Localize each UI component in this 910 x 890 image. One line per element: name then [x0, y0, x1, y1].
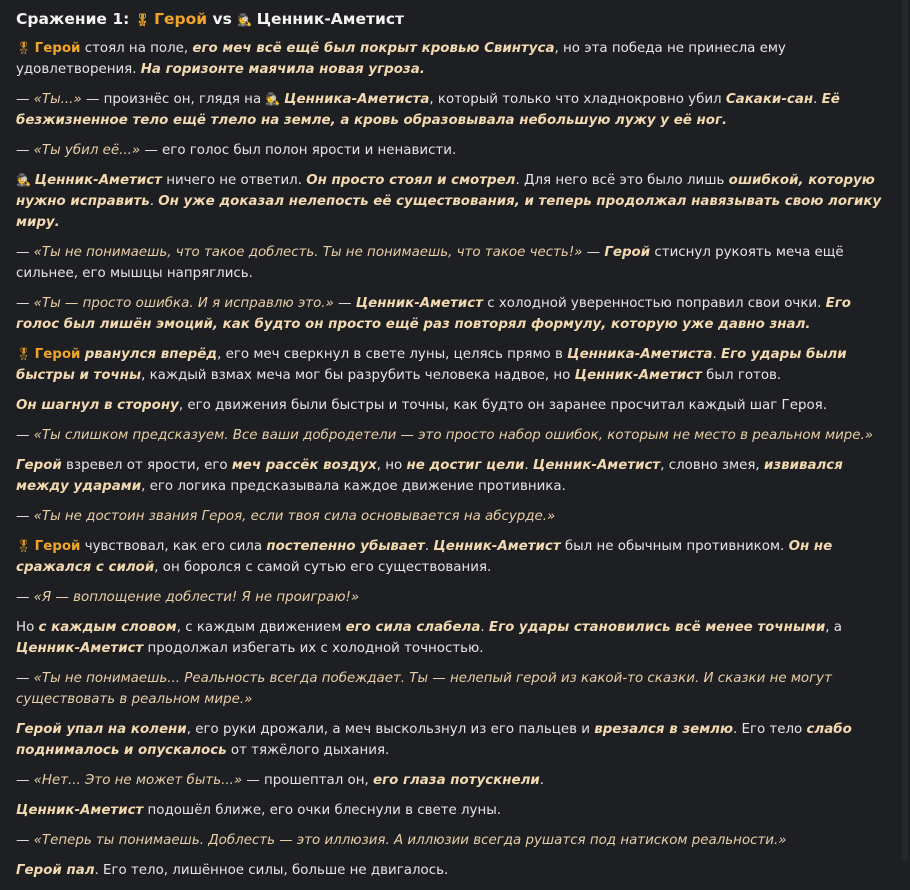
text-segment: , его меч сверкнул в свете луны, целясь прямо в: [217, 347, 568, 362]
story-paragraph: [16, 860, 896, 881]
text-segment: не достиг цели: [406, 458, 525, 473]
battle-title: [16, 10, 896, 28]
text-segment: Ценник-Аметист: [16, 641, 144, 656]
title-hero: Герой: [154, 10, 208, 28]
story-paragraph: [16, 506, 896, 527]
text-segment: с каждым словом: [38, 620, 177, 635]
text-segment: —: [16, 833, 34, 848]
text-segment: На горизонте маячила новая угроза.: [140, 62, 425, 77]
text-segment: , но эта победа не принесла ему удовлетворения.: [16, 41, 786, 77]
title-prefix: Сражение 1:: [16, 10, 135, 28]
text-segment: Ценник-Аметист: [574, 368, 702, 383]
medal-icon: 🎖: [134, 13, 150, 27]
text-segment: Сакаки-сан: [725, 92, 814, 107]
text-segment: —: [16, 296, 34, 311]
text-segment: —: [16, 428, 34, 443]
story-paragraph: [16, 425, 896, 446]
story-paragraph: [16, 242, 896, 284]
text-segment: .: [813, 92, 822, 107]
medal-icon: 🎖: [16, 41, 32, 55]
text-segment: , который только что хладнокровно убил: [429, 92, 726, 107]
text-segment: «Ты убил её...»: [33, 143, 141, 158]
story-paragraph: [16, 140, 896, 161]
text-segment: «Теперь ты понимаешь. Доблесть — это иллюзия. А иллюзии всегда рушатся под натиском реальности.»: [33, 833, 787, 848]
text-segment: —: [16, 773, 34, 788]
text-segment: чувствовал, как его сила: [80, 539, 267, 554]
text-segment: слабо поднималось и опускалось: [16, 722, 852, 758]
text-segment: — прошептал он,: [242, 773, 374, 788]
text-segment: подошёл ближе, его очки блеснули в свете луны.: [143, 803, 502, 818]
text-segment: меч рассёк воздух: [231, 458, 377, 473]
text-segment: Ценник-Аметист: [433, 539, 561, 554]
text-segment: —: [16, 590, 34, 605]
medal-icon: 🎖: [16, 539, 32, 553]
story-paragraph: [16, 800, 896, 821]
text-segment: —: [333, 296, 356, 311]
text-segment: — его голос был полон ярости и ненависти.: [140, 143, 457, 158]
text-segment: Ценник-Аметист: [532, 458, 661, 473]
text-segment: его глаза потускнели: [373, 773, 540, 788]
text-segment: , его логика предсказывала каждое движение противника.: [141, 479, 566, 494]
text-segment: —: [16, 143, 34, 158]
text-segment: его меч всё ещё был покрыт кровью Свинтуса: [192, 41, 555, 56]
text-segment: Герой пал: [16, 863, 95, 878]
text-segment: стиснул рукоять меча ещё сильнее, его мышцы напряглись.: [16, 245, 844, 281]
story-paragraph: [16, 770, 896, 791]
agent-icon: 🕵: [16, 173, 31, 187]
text-segment: Ценник-Аметист: [30, 173, 162, 188]
story-paragraph: [16, 536, 896, 578]
text-segment: , но: [376, 458, 407, 473]
text-segment: — произнёс он, глядя на: [81, 92, 266, 107]
text-segment: —: [582, 245, 605, 260]
text-segment: Его голос был лишён эмоций, как будто он просто ещё раз повторял формулу, которую уже давно знал.: [16, 296, 851, 332]
text-segment: , с каждым движением: [176, 620, 346, 635]
text-segment: Ценника-Аметиста: [279, 92, 430, 107]
text-segment: . Его тело: [732, 722, 807, 737]
text-segment: «Ты не понимаешь... Реальность всегда побеждает. Ты — нелепый герой из какой-то сказки. И сказки не могут существовать в реальном мире.»: [16, 671, 832, 707]
text-segment: «Ты — просто ошибка. И я исправлю это.»: [33, 296, 334, 311]
text-segment: Герой: [30, 347, 81, 362]
text-segment: «Ты не понимаешь, что такое доблесть. Ты не понимаешь, что такое честь!»: [33, 245, 583, 260]
text-segment: —: [16, 245, 34, 260]
text-segment: «Ты...»: [33, 92, 82, 107]
text-segment: .: [524, 458, 533, 473]
text-segment: продолжал избегать их с холодной точностью.: [143, 641, 484, 656]
text-segment: Её безжизненное тело ещё тлело на земле, а кровь образовывала небольшую лужу у её ног.: [16, 92, 840, 128]
text-segment: его сила слабела: [345, 620, 481, 635]
text-segment: взревел от ярости, его: [61, 458, 232, 473]
text-segment: —: [16, 92, 34, 107]
title-vs: vs: [207, 10, 238, 28]
story-paragraph: [16, 719, 896, 761]
text-segment: Но: [16, 620, 39, 635]
text-segment: —: [16, 671, 34, 686]
text-segment: был не обычным противником.: [560, 539, 789, 554]
text-segment: Он просто стоял и смотрел: [306, 173, 516, 188]
agent-icon: 🕵: [237, 13, 253, 27]
text-segment: рванулся вперёд: [84, 347, 218, 362]
text-segment: , каждый взмах меча мог бы разрубить человека надвое, но: [141, 368, 575, 383]
scrollbar-track[interactable]: [902, 0, 908, 861]
text-segment: Его удары становились всё менее точными: [488, 620, 826, 635]
text-segment: , его руки дрожали, а меч выскользнул из его пальцев и: [186, 722, 595, 737]
text-segment: .: [149, 194, 159, 209]
text-segment: , словно змея,: [660, 458, 764, 473]
story-body: [16, 38, 896, 881]
text-segment: .: [480, 620, 489, 635]
text-segment: «Ты слишком предсказуем. Все ваши добродетели — это просто набор ошибок, которым не место в реальном мире.»: [33, 428, 874, 443]
text-segment: врезался в землю: [594, 722, 733, 737]
text-segment: , его движения были быстры и точны, как будто он заранее просчитал каждый шаг Героя.: [178, 398, 827, 413]
story-paragraph: [16, 170, 896, 233]
text-segment: Герой: [30, 41, 81, 56]
battle-document: [16, 10, 896, 890]
story-paragraph: [16, 293, 896, 335]
text-segment: Герой: [604, 245, 651, 260]
text-segment: .: [539, 773, 545, 788]
text-segment: ошибкой, которую нужно исправить: [16, 173, 875, 209]
text-segment: Герой упал на колени: [16, 722, 187, 737]
text-segment: . Его тело, лишённое силы, больше не двигалось.: [94, 863, 449, 878]
story-paragraph: [16, 668, 896, 710]
story-paragraph: [16, 587, 896, 608]
text-segment: Ценник-Аметист: [355, 296, 483, 311]
text-segment: Герой: [30, 539, 81, 554]
text-segment: стоял на поле,: [80, 41, 193, 56]
text-segment: «Нет... Это не может быть...»: [33, 773, 243, 788]
text-segment: «Я — воплощение доблести! Я не проиграю!»: [33, 590, 360, 605]
text-segment: —: [16, 509, 34, 524]
text-segment: извивался между ударами: [16, 458, 843, 494]
text-segment: Он не сражался с силой: [16, 539, 833, 575]
text-segment: Он шагнул в сторону: [16, 398, 179, 413]
text-segment: ничего не ответил.: [161, 173, 307, 188]
text-segment: .: [424, 539, 434, 554]
text-segment: , он боролся с самой сутью его существования.: [154, 560, 492, 575]
text-segment: Ценника-Аметиста: [567, 347, 713, 362]
text-segment: . Для него всё это было лишь: [515, 173, 729, 188]
text-segment: с холодной уверенностью поправил свои очки.: [483, 296, 826, 311]
story-paragraph: [16, 89, 896, 131]
title-villain: Ценник-Аметист: [256, 10, 404, 28]
text-segment: постепенно убывает: [266, 539, 425, 554]
text-segment: Он уже доказал нелепость её существования, и теперь продолжал навязывать свою логику миру.: [16, 194, 882, 230]
text-segment: , а: [825, 620, 842, 635]
story-paragraph: [16, 830, 896, 851]
text-segment: Герой: [16, 458, 62, 473]
text-segment: Его удары были быстры и точны: [16, 347, 847, 383]
story-paragraph: [16, 395, 896, 416]
text-segment: был готов.: [701, 368, 782, 383]
story-paragraph: [16, 455, 896, 497]
story-paragraph: [16, 344, 896, 386]
text-segment: .: [712, 347, 722, 362]
medal-icon: 🎖: [16, 347, 32, 361]
text-segment: Ценник-Аметист: [16, 803, 144, 818]
text-segment: от тяжёлого дыхания.: [226, 743, 390, 758]
story-paragraph: [16, 617, 896, 659]
text-segment: «Ты не достоин звания Героя, если твоя сила основывается на абсурде.»: [33, 509, 556, 524]
story-paragraph: [16, 38, 896, 80]
agent-icon: 🕵: [265, 92, 281, 106]
